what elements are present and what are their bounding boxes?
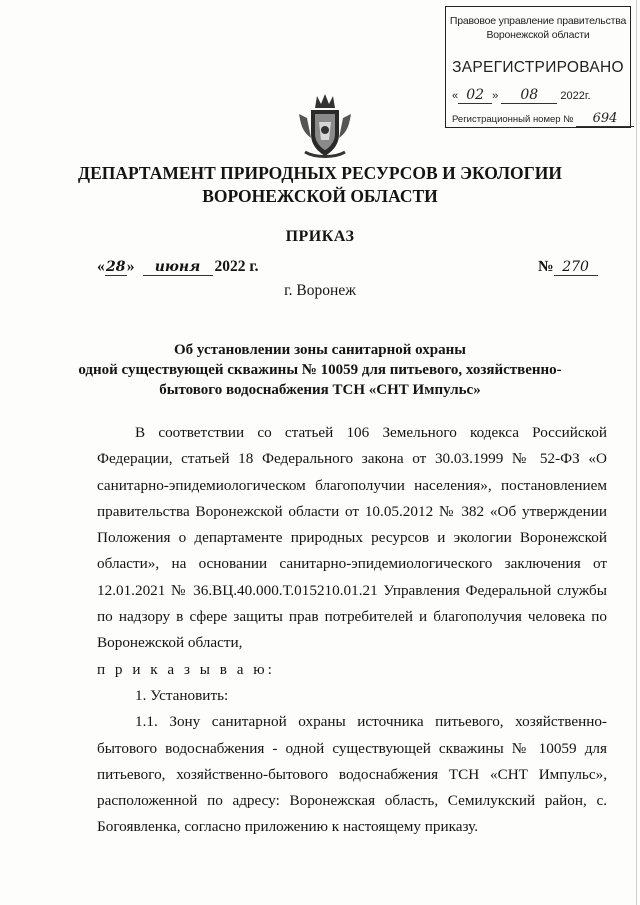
- order-word: п р и к а з ы в а ю:: [97, 660, 275, 678]
- stamp-date: « 02 » 08 2022г.: [452, 87, 591, 103]
- item-1: 1. Установить:: [135, 686, 229, 704]
- item-1-1: 1.1. Зону санитарной охраны источника питьевого, хозяйственно-бытового водоснабжения - одной существующей скважины № 10059 для питьевого, хозяйственно-бытового водоснабжения ТСН «СНТ Импульс», расположенной по адресу: Воронежская область, Семилукский район, с. Богоявленка, согласно приложению к настоящему приказу.: [97, 713, 607, 836]
- stamp-line-1: Правовое управление правительства: [449, 15, 627, 27]
- stamp-date-day: 02: [458, 87, 492, 104]
- stamp-line-2: Воронежской области: [486, 29, 590, 41]
- order-date: «28» июня 2022 г.: [97, 258, 259, 275]
- document-type: ПРИКАЗ: [285, 228, 355, 245]
- order-day: 28: [106, 259, 126, 275]
- order-number-label: №: [538, 258, 554, 275]
- order-title: [0, 340, 640, 400]
- stamp-reg-number: [452, 111, 634, 127]
- department-line-2: ВОРОНЕЖСКОЙ ОБЛАСТИ: [202, 186, 438, 206]
- stamp-reg-value: 694: [576, 111, 634, 127]
- department-line-1: ДЕПАРТАМЕНТ ПРИРОДНЫХ РЕСУРСОВ И ЭКОЛОГИИ: [78, 163, 562, 183]
- order-body: [97, 420, 607, 841]
- order-year: 2022 г.: [214, 258, 259, 275]
- order-number-value: 270: [554, 259, 598, 276]
- coat-of-arms-icon: [293, 92, 357, 162]
- preamble-paragraph: В соответствии со статьей 106 Земельного кодекса Российской Федерации, статьей 18 Федерального закона от 30.03.1999 № 52-ФЗ «О санитарно-эпидемиологическом благополучии населения», постановлением правительства Воронежской области от 10.05.2012 № 382 «Об утверждении Положения о департаменте природных ресурсов и экологии Воронежской области», на основании санитарно-эпидемиологического заключения от 12.01.2021 № 36.ВЦ.40.000.Т.015210.01.21 Управления Федеральной службы по надзору в сфере защиты прав потребителей и благополучия человека по Воронежской области,: [97, 424, 607, 652]
- page-edge: [636, 0, 637, 905]
- stamp-reg-label: Регистрационный номер №: [452, 114, 574, 125]
- stamp-date-year: 2022г.: [560, 90, 591, 102]
- stamp-date-month: 08: [501, 87, 557, 104]
- title-line-1: Об установлении зоны санитарной охраны: [173, 342, 466, 358]
- order-number: [538, 258, 598, 276]
- order-city: г. Воронеж: [284, 282, 356, 299]
- order-month: июня: [143, 259, 213, 276]
- registration-stamp: [445, 6, 631, 128]
- title-line-2: одной существующей скважины № 10059 для питьевого, хозяйственно-: [78, 362, 562, 378]
- department-name: [0, 162, 640, 208]
- title-line-3: бытового водоснабжения ТСН «СНТ Импульс»: [159, 382, 481, 398]
- stamp-registered: ЗАРЕГИСТРИРОВАНО: [452, 59, 624, 76]
